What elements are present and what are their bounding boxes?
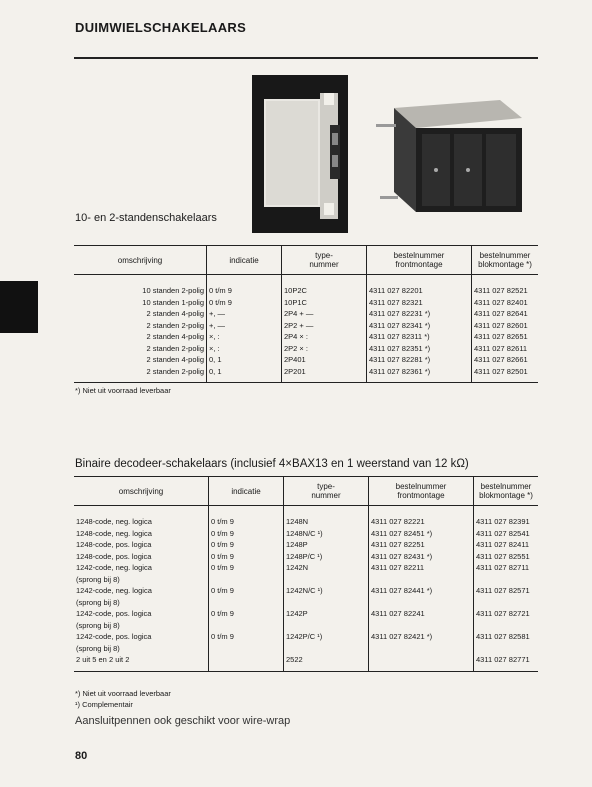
cell-typenummer: 10P1C xyxy=(282,298,367,310)
header-blok-line2: blokmontage *) xyxy=(478,260,532,269)
cell-omschrijving: 1242-code, pos. logica xyxy=(76,609,152,618)
cell-typenummer: 10P2C xyxy=(282,275,367,298)
cell-blokmontage: 4311 027 82641 xyxy=(472,309,539,321)
cell-blokmontage xyxy=(474,644,539,656)
cell-typenummer: 2P4 + — xyxy=(282,309,367,321)
table-row xyxy=(74,575,538,587)
header-front-line1: bestelnummer xyxy=(395,482,447,491)
cell-typenummer xyxy=(284,598,369,610)
table-row xyxy=(74,275,538,298)
table-row xyxy=(74,563,538,575)
cell-typenummer: 1242N/C ¹) xyxy=(284,586,369,598)
cell-indicatie xyxy=(209,644,284,656)
cell-blokmontage: 4311 027 82721 xyxy=(474,609,539,621)
cell-omschrijving: 1248-code, pos. logica xyxy=(76,540,152,549)
cell-indicatie xyxy=(209,621,284,633)
table-row xyxy=(74,332,538,344)
cell-indicatie: +, — xyxy=(207,321,282,333)
cell-blokmontage: 4311 027 82771 xyxy=(474,655,539,671)
table-row xyxy=(74,552,538,564)
cell-blokmontage xyxy=(474,598,539,610)
header-omschrijving: omschrijving xyxy=(118,486,164,496)
cell-omschrijving: 2 standen 4-polig xyxy=(146,332,204,341)
section-title-10-2-standen: 10- en 2-standenschakelaars xyxy=(75,212,217,224)
table-row xyxy=(74,598,538,610)
cell-frontmontage: 4311 027 82201 xyxy=(367,275,472,298)
product-photo-side xyxy=(252,75,348,233)
cell-indicatie: 0 t/m 9 xyxy=(209,586,284,598)
header-typenummer xyxy=(282,246,367,275)
cell-indicatie: 0, 1 xyxy=(207,367,282,383)
cell-blokmontage xyxy=(474,575,539,587)
cell-blokmontage: 4311 027 82581 xyxy=(474,632,539,644)
cell-indicatie: 0 t/m 9 xyxy=(207,275,282,298)
table-row xyxy=(74,655,538,671)
header-front-line2: frontmontage xyxy=(397,491,445,500)
cell-typenummer xyxy=(284,575,369,587)
header-type-line1: type- xyxy=(315,251,333,260)
cell-omschrijving: 2 standen 2-polig xyxy=(146,343,204,353)
footnote-niet-uit-voorraad: *) Niet uit voorraad leverbaar xyxy=(75,689,171,698)
cell-indicatie xyxy=(209,598,284,610)
header-type-line2: nummer xyxy=(311,491,341,500)
cell-frontmontage: 4311 027 82441 *) xyxy=(369,586,474,598)
cell-frontmontage xyxy=(369,575,474,587)
header-front-line2: frontmontage xyxy=(395,260,443,269)
cell-typenummer: 1242P/C ¹) xyxy=(284,632,369,644)
table-row xyxy=(74,309,538,321)
table-header-row xyxy=(74,246,538,275)
cell-blokmontage: 4311 027 82521 xyxy=(472,275,539,298)
cell-typenummer: 1248P xyxy=(284,540,369,552)
cell-typenummer: 2P2 × : xyxy=(282,344,367,356)
cell-omschrijving: 10 standen 2-polig xyxy=(142,286,204,295)
header-blok-line1: bestelnummer xyxy=(479,251,531,260)
header-indicatie: indicatie xyxy=(207,246,282,275)
cell-frontmontage xyxy=(369,621,474,633)
cell-indicatie: 0 t/m 9 xyxy=(209,632,284,644)
cell-omschrijving: 2 standen 2-polig xyxy=(146,320,204,330)
cell-typenummer: 2P401 xyxy=(282,355,367,367)
cell-frontmontage: 4311 027 82361 *) xyxy=(367,367,472,383)
cell-indicatie: 0 t/m 9 xyxy=(209,506,284,529)
cell-indicatie: 0 t/m 9 xyxy=(209,552,284,564)
cell-frontmontage xyxy=(369,598,474,610)
cell-frontmontage: 4311 027 82211 xyxy=(369,563,474,575)
cell-blokmontage: 4311 027 82711 xyxy=(474,563,539,575)
section-title-binaire-decodeer: Binaire decodeer-schakelaars (inclusief 4×BAX13 en 1 weerstand van 12 kΩ) xyxy=(75,458,469,470)
cell-frontmontage: 4311 027 82351 *) xyxy=(367,344,472,356)
cell-indicatie xyxy=(209,655,284,671)
cell-omschrijving: 1248-code, pos. logica xyxy=(76,551,152,561)
table-row xyxy=(74,609,538,621)
cell-blokmontage: 4311 027 82651 xyxy=(472,332,539,344)
table-row xyxy=(74,586,538,598)
cell-indicatie xyxy=(209,575,284,587)
cell-indicatie: 0 t/m 9 xyxy=(209,540,284,552)
cell-blokmontage: 4311 027 82601 xyxy=(472,321,539,333)
table-body xyxy=(74,275,538,383)
table-10-2-standen xyxy=(74,245,538,383)
page-title: DUIMWIELSCHAKELAARS xyxy=(75,20,247,35)
cell-blokmontage: 4311 027 82611 xyxy=(472,344,539,356)
cell-typenummer: 2P201 xyxy=(282,367,367,383)
cell-frontmontage: 4311 027 82421 *) xyxy=(369,632,474,644)
header-type-line1: type- xyxy=(317,482,335,491)
cell-indicatie: 0 t/m 9 xyxy=(209,529,284,541)
cell-omschrijving: 1242-code, neg. logica xyxy=(76,563,152,572)
title-divider xyxy=(74,57,538,59)
cell-typenummer: 2P2 + — xyxy=(282,321,367,333)
cell-typenummer xyxy=(284,621,369,633)
cell-indicatie: 0, 1 xyxy=(207,355,282,367)
cell-typenummer: 2P4 × : xyxy=(282,332,367,344)
table-row xyxy=(74,355,538,367)
footnote-complementair: ¹) Complementair xyxy=(75,700,133,709)
table-body xyxy=(74,506,538,672)
cell-typenummer: 1242N xyxy=(284,563,369,575)
cell-omschrijving: 2 uit 5 en 2 uit 2 xyxy=(76,655,130,664)
cell-indicatie: 0 t/m 9 xyxy=(209,563,284,575)
cell-frontmontage: 4311 027 82451 *) xyxy=(369,529,474,541)
cell-blokmontage: 4311 027 82541 xyxy=(474,529,539,541)
table-row xyxy=(74,506,538,529)
cell-indicatie: +, — xyxy=(207,309,282,321)
cell-frontmontage: 4311 027 82311 *) xyxy=(367,332,472,344)
product-photo-block xyxy=(372,94,524,220)
page-number: 80 xyxy=(75,750,88,762)
cell-blokmontage: 4311 027 82661 xyxy=(472,355,539,367)
header-blok-line1: bestelnummer xyxy=(480,482,532,491)
cell-typenummer: 1248N/C ¹) xyxy=(284,529,369,541)
header-type-line2: nummer xyxy=(309,260,339,269)
cell-omschrijving: 1242-code, pos. logica xyxy=(76,632,152,641)
cell-omschrijving: 2 standen 4-polig xyxy=(146,355,204,364)
header-front-line1: bestelnummer xyxy=(393,251,445,260)
cell-omschrijving: (sprong bij 8) xyxy=(76,643,120,653)
cell-blokmontage: 4311 027 82411 xyxy=(474,540,539,552)
table-header-row xyxy=(74,477,538,506)
cell-typenummer: 1242P xyxy=(284,609,369,621)
header-frontmontage xyxy=(367,246,472,275)
cell-blokmontage: 4311 027 82391 xyxy=(474,506,539,529)
cell-omschrijving: 1248-code, neg. logica xyxy=(76,528,152,538)
footnote-niet-uit-voorraad: *) Niet uit voorraad leverbaar xyxy=(75,386,171,395)
cell-omschrijving: (sprong bij 8) xyxy=(76,597,120,607)
cell-blokmontage: 4311 027 82401 xyxy=(472,298,539,310)
cell-frontmontage xyxy=(369,644,474,656)
header-blokmontage xyxy=(474,477,539,506)
cell-indicatie: ×, : xyxy=(207,344,282,356)
cell-frontmontage: 4311 027 82231 *) xyxy=(367,309,472,321)
section-tab-marker xyxy=(0,281,38,333)
cell-typenummer: 2522 xyxy=(284,655,369,671)
header-blok-line2: blokmontage *) xyxy=(479,491,533,500)
cell-frontmontage: 4311 027 82321 xyxy=(367,298,472,310)
cell-blokmontage: 4311 027 82501 xyxy=(472,367,539,383)
cell-blokmontage: 4311 027 82551 xyxy=(474,552,539,564)
cell-omschrijving: 1242-code, neg. logica xyxy=(76,586,152,595)
cell-omschrijving: 1248-code, neg. logica xyxy=(76,517,152,526)
cell-omschrijving: 2 standen 4-polig xyxy=(146,309,204,318)
cell-frontmontage: 4311 027 82221 xyxy=(369,506,474,529)
table-row xyxy=(74,321,538,333)
cell-indicatie: 0 t/m 9 xyxy=(209,609,284,621)
table-row xyxy=(74,621,538,633)
table-row xyxy=(74,298,538,310)
cell-typenummer xyxy=(284,644,369,656)
cell-blokmontage xyxy=(474,621,539,633)
cell-frontmontage: 4311 027 82251 xyxy=(369,540,474,552)
cell-frontmontage: 4311 027 82241 xyxy=(369,609,474,621)
table-row xyxy=(74,529,538,541)
cell-frontmontage xyxy=(369,655,474,671)
cell-omschrijving: 10 standen 1-polig xyxy=(142,297,204,307)
cell-frontmontage: 4311 027 82431 *) xyxy=(369,552,474,564)
cell-typenummer: 1248N xyxy=(284,506,369,529)
table-row xyxy=(74,632,538,644)
table-row xyxy=(74,540,538,552)
cell-typenummer: 1248P/C ¹) xyxy=(284,552,369,564)
header-blokmontage xyxy=(472,246,539,275)
header-frontmontage xyxy=(369,477,474,506)
cell-omschrijving: (sprong bij 8) xyxy=(76,574,120,584)
cell-blokmontage: 4311 027 82571 xyxy=(474,586,539,598)
table-row xyxy=(74,344,538,356)
cell-indicatie: ×, : xyxy=(207,332,282,344)
header-omschrijving: omschrijving xyxy=(117,255,163,265)
table-row xyxy=(74,367,538,383)
header-indicatie: indicatie xyxy=(209,477,284,506)
cell-frontmontage: 4311 027 82281 *) xyxy=(367,355,472,367)
cell-omschrijving: (sprong bij 8) xyxy=(76,620,120,630)
table-row xyxy=(74,644,538,656)
header-typenummer xyxy=(284,477,369,506)
cell-frontmontage: 4311 027 82341 *) xyxy=(367,321,472,333)
cell-indicatie: 0 t/m 9 xyxy=(207,298,282,310)
wire-wrap-note: Aansluitpennen ook geschikt voor wire-wrap xyxy=(75,715,291,727)
table-binaire-decodeer xyxy=(74,476,538,672)
cell-omschrijving: 2 standen 2-polig xyxy=(146,366,204,376)
